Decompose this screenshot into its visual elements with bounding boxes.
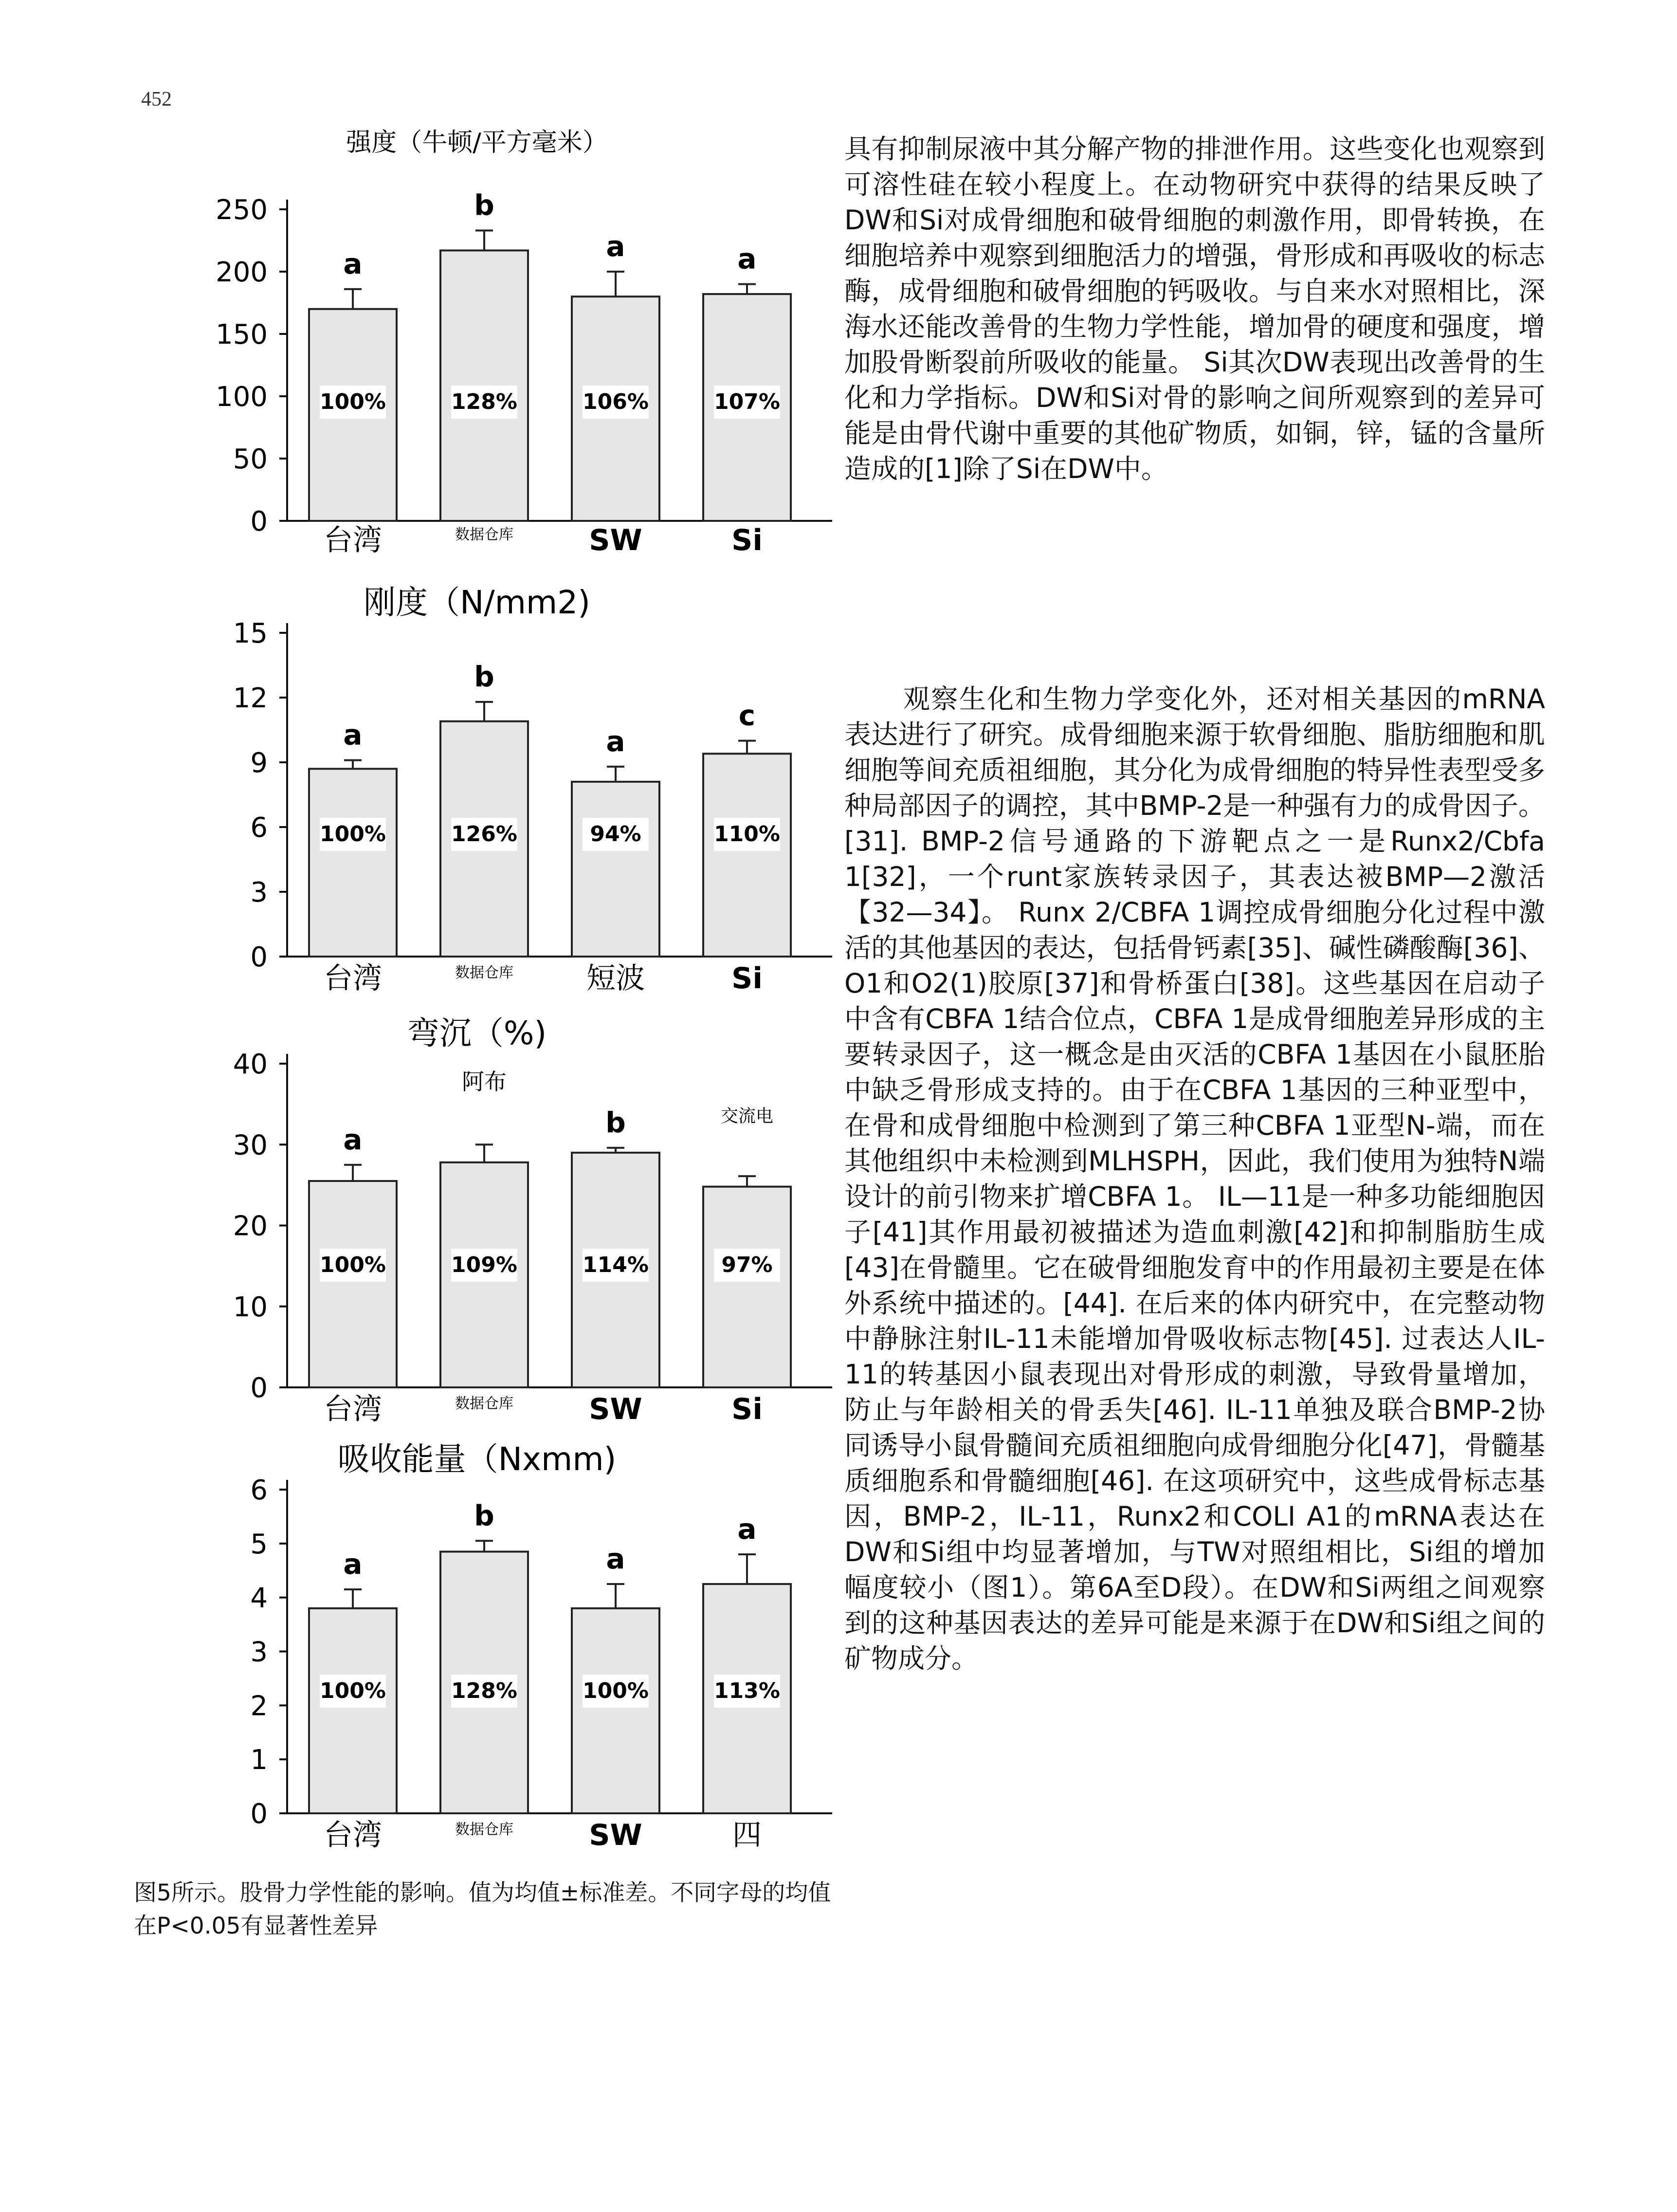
- chart-absorbed-energy-svg: [136, 1441, 818, 1869]
- category-label: 数据仓库: [455, 1395, 513, 1412]
- percent-label: 100%: [320, 389, 386, 414]
- y-tick-label: 20: [233, 1210, 268, 1242]
- bar: [703, 754, 791, 957]
- percent-label: 94%: [590, 822, 641, 847]
- bar: [309, 1181, 397, 1387]
- category-label: 台湾: [324, 1392, 382, 1426]
- y-tick-label: 10: [233, 1291, 268, 1323]
- chart-stiffness-svg: [136, 584, 818, 1013]
- paragraph-2: 观察生化和生物力学变化外，还对相关基因的mRNA表达进行了研究。成骨细胞来源于软骨细胞、脂肪细胞和肌细胞等间充质祖细胞，其分化为成骨细胞的特异性表型受多种局部因子的调控，其中BMP-2是一种强有力的成骨因子。[31]. BMP-2信号通路的下游靶点之一是Runx2/Cbfa 1[32]，一个runt家族转录因子，其表达被BMP—2激活【32—34】。 Runx 2/CBFA 1调控成骨细胞分化过程中激活的其他基因的表达，包括骨钙素[35]、碱性磷酸酶[36]、O1和O2(1)胶原[37]和骨桥蛋白[38]。这些基因在启动子中含有CBFA 1结合位点，CBFA 1是成骨细胞差异形成的主要转录因子，这一概念是由灭活的CBFA 1基因在小鼠胚胎中缺乏骨形成支持的。由于在CBFA 1基因的三种亚型中，在骨和成骨细胞中检测到了第三种CBFA 1亚型N-端，而在其他组织中未检测到MLHSPH，因此，我们使用为独特N端设计的前引物来扩增CBFA 1。 IL—11是一种多功能细胞因子[41]其作用最初被描述为造血刺激[42]和抑制脂肪生成[43]在骨髓里。它在破骨细胞发育中的作用最初主要是在体外系统中描述的。[44]. 在后来的体内研究中，在完整动物中静脉注射IL-11未能增加骨吸收标志物[45]. 过表达人IL-11的转基因小鼠表现出对骨形成的刺激，导致骨量增加，防止与年龄相关的骨丢失[46]. IL-11单独及联合BMP-2协同诱导小鼠骨髓间充质祖细胞向成骨细胞分化[47]，骨髓基质细胞系和骨髓细胞[46]. 在这项研究中，这些成骨标志基因，BMP-2，IL-11，Runx2和COLI A1的mRNA表达在DW和Si组中均显著增加，与TW对照组相比，Si组的增加幅度较小（图1）。第6A至D段）。在DW和Si两组之间观察到的这种基因表达的差异可能是来源于在DW和Si组之间的矿物成分。: [844, 683, 1545, 1674]
- figure-caption: 图5所示。股骨力学性能的影响。值为均值±标准差。不同字母的均值在P<0.05有显著性差异: [134, 1880, 831, 1939]
- percent-label: 100%: [320, 1678, 386, 1703]
- percent-label: 128%: [451, 1678, 517, 1703]
- chart-annotation: 阿布: [462, 1069, 507, 1095]
- y-tick-label: 40: [233, 1049, 268, 1080]
- y-tick-label: 30: [233, 1129, 268, 1161]
- significance-letter: b: [474, 660, 494, 693]
- paragraph-1: 具有抑制尿液中其分解产物的排泄作用。这些变化也观察到可溶性硅在较小程度上。在动物研究中获得的结果反映了DW和Si对成骨细胞和破骨细胞的刺激作用，即骨转换，在细胞培养中观察到细胞活力的增强，骨形成和再吸收的标志酶，成骨细胞和破骨细胞的钙吸收。与自来水对照相比，深海水还能改善骨的生物力学性能，增加骨的硬度和强度，增加股骨断裂前所吸收的能量。 Si其次DW表现出改善骨的生化和力学指标。DW和Si对骨的影响之间所观察到的差异可能是由骨代谢中重要的其他矿物质，如铜，锌，锰的含量所造成的[1]除了Si在DW中。: [844, 133, 1545, 484]
- percent-label: 126%: [451, 822, 517, 847]
- category-label: 台湾: [324, 961, 382, 995]
- chart-title: 刚度（N/mm2): [364, 584, 590, 621]
- significance-letter: a: [343, 718, 363, 752]
- y-tick-label: 2: [250, 1690, 268, 1722]
- y-tick-label: 0: [250, 1372, 268, 1404]
- percent-label: 97%: [721, 1253, 773, 1277]
- percent-label: 109%: [451, 1253, 517, 1277]
- y-tick-label: 9: [250, 747, 268, 779]
- chart-deflection-svg: [136, 1015, 818, 1443]
- y-tick-label: 0: [250, 941, 268, 973]
- category-label: SW: [589, 523, 642, 557]
- significance-letter: a: [606, 724, 625, 758]
- chart-strength-svg: [136, 122, 818, 584]
- y-tick-label: 0: [250, 506, 268, 537]
- y-tick-label: 3: [250, 877, 268, 908]
- significance-letter: a: [737, 1512, 757, 1546]
- y-tick-label: 1: [250, 1744, 268, 1776]
- significance-letter: a: [343, 1548, 363, 1581]
- chart-title: 弯沉（%): [407, 1014, 547, 1052]
- page-number: 452: [141, 88, 172, 111]
- y-tick-label: 0: [250, 1798, 268, 1830]
- category-label: 台湾: [324, 1818, 382, 1852]
- chart-strength: [136, 122, 818, 586]
- y-tick-label: 6: [250, 812, 268, 844]
- chart-deflection: [136, 1015, 818, 1445]
- percent-label: 114%: [583, 1253, 649, 1277]
- category-label: 数据仓库: [455, 964, 513, 981]
- significance-letter: b: [474, 1499, 494, 1532]
- percent-label: 100%: [583, 1678, 649, 1703]
- chart-annotation: 交流电: [720, 1106, 774, 1126]
- significance-letter: a: [343, 247, 363, 280]
- percent-label: 107%: [714, 389, 780, 414]
- y-tick-label: 3: [250, 1636, 268, 1668]
- chart-stiffness: [136, 584, 818, 1014]
- y-tick-label: 5: [250, 1528, 268, 1560]
- category-label: 四: [732, 1818, 762, 1852]
- significance-letter: a: [343, 1123, 363, 1156]
- bar: [309, 1608, 397, 1813]
- bar: [572, 1608, 659, 1813]
- significance-letter: b: [474, 188, 494, 222]
- y-tick-label: 6: [250, 1475, 268, 1506]
- chart-title: 吸收能量（Nxmm): [337, 1440, 617, 1478]
- significance-letter: a: [606, 1542, 625, 1575]
- category-label: 数据仓库: [455, 526, 513, 543]
- y-tick-label: 4: [250, 1582, 268, 1614]
- category-label: Si: [731, 1392, 763, 1426]
- text-column-bottom: [844, 682, 1545, 1677]
- y-tick-label: 250: [216, 194, 268, 226]
- significance-letter: a: [737, 242, 757, 276]
- bar: [309, 769, 397, 957]
- y-tick-label: 200: [216, 257, 268, 288]
- category-label: SW: [589, 1392, 642, 1426]
- category-label: 数据仓库: [455, 1821, 513, 1838]
- category-label: Si: [731, 523, 763, 557]
- category-label: Si: [731, 961, 763, 995]
- category-label: SW: [589, 1818, 642, 1852]
- chart-absorbed-energy: [136, 1441, 818, 1871]
- category-label: 短波: [586, 961, 645, 995]
- significance-letter: c: [738, 699, 756, 732]
- y-tick-label: 100: [216, 381, 268, 413]
- percent-label: 113%: [714, 1678, 780, 1703]
- percent-label: 128%: [451, 389, 517, 414]
- significance-letter: b: [605, 1106, 626, 1139]
- significance-letter: a: [606, 230, 625, 263]
- percent-label: 100%: [320, 822, 386, 847]
- bar: [703, 1187, 791, 1387]
- percent-label: 110%: [714, 822, 780, 847]
- text-column-top: [844, 131, 1545, 487]
- category-label: 台湾: [324, 523, 382, 557]
- percent-label: 100%: [320, 1253, 386, 1277]
- bar: [572, 782, 659, 957]
- y-tick-label: 150: [216, 319, 268, 350]
- chart-title: 强度（牛顿/平方毫米）: [346, 128, 608, 157]
- percent-label: 106%: [583, 389, 649, 414]
- y-tick-label: 12: [233, 682, 268, 714]
- y-tick-label: 15: [233, 618, 268, 649]
- y-tick-label: 50: [233, 443, 268, 475]
